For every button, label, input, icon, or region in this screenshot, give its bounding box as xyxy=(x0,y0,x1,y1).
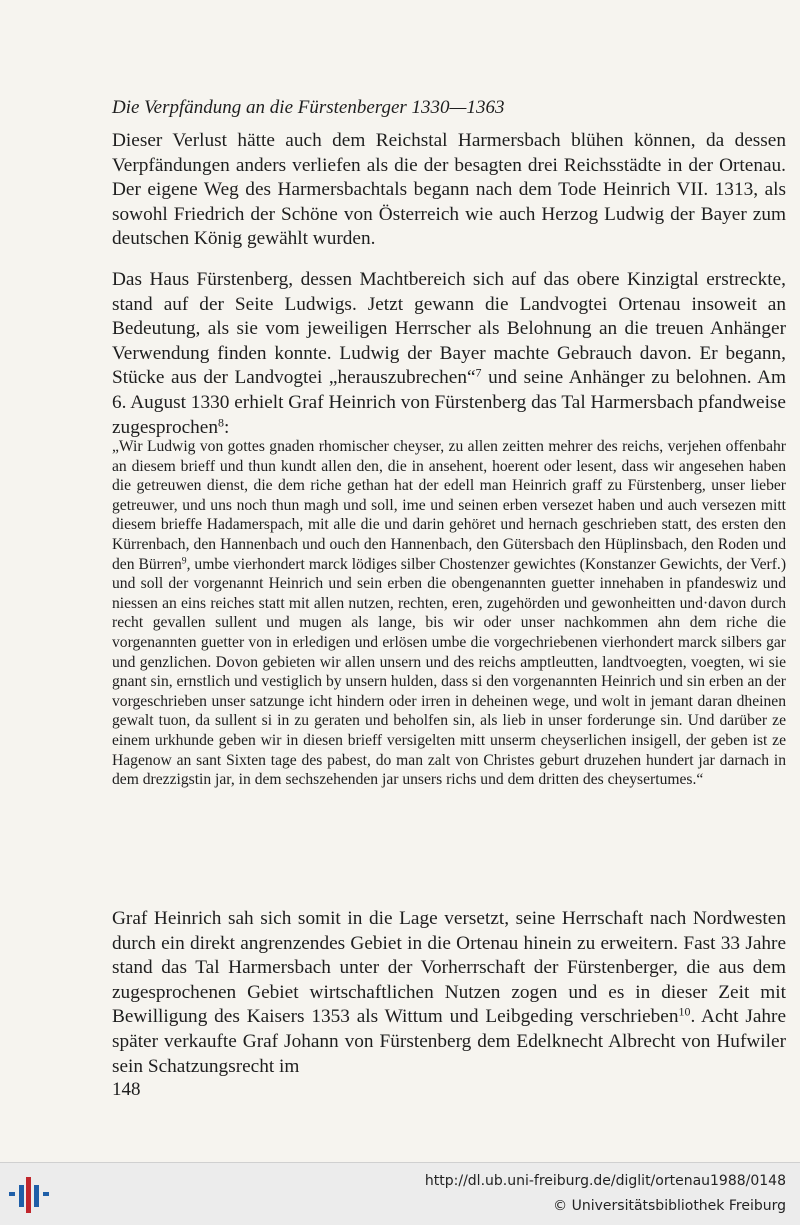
paragraph-3 xyxy=(112,907,786,1079)
paragraph-2-text-end: : xyxy=(223,416,230,438)
copyright-notice: © Universitätsbibliothek Freiburg xyxy=(553,1198,786,1214)
paragraph-3-text: Graf Heinrich sah sich somit in die Lage versetzt, seine Herrschaft nach Nordwesten durch ein direkt angrenzendes Gebiet in die Ortenau hinein zu erweitern. Fast 33 Jahre stand das Tal Harmersbach unter der Vorherrschaft der Fürstenberger, die aus dem zugesprochenen Gebiet wirtschaftlichen Nutzen zogen und es in dieser Zeit mit Bewilligung des Kaisers 1353 als Wittum und Leibgeding verschrieben xyxy=(112,908,786,1028)
paragraph-2-text: Das Haus Fürstenberg, dessen Machtbereich sich auf das obere Kinzigtal erstreckte, stand auf der Seite Ludwigs. Jetzt gewann die Landvogtei Ortenau insoweit an Bedeutung, als sie vom jeweiligen Herrscher als Belohnung an die treuen Anhänger Verwendung finden konnte. Ludwig der Bayer machte Gebrauch davon. Er begann, Stücke aus der Landvogtei „herauszubrechen“ xyxy=(112,269,786,389)
quote-text-cont: , umbe vierhondert marck lödiges silber Chostenzer gewichtes (Konstanzer Gewichts, der Verf.) und soll der vorgenannt Heinrich und sein erben die obengenannten guetter innehaben in pfandeswiz und niessen an eins reiches statt mit allen nutzen, rechten, eren, zugehörden und gewonheitten und·davon durch recht gevallen sullent und mugen als lange, bis wir oder unser nachkommen ahn dem riche die vorgenannten guetter von in erledigen und erlösen umbe die vorgechriebenen vierhondert marck silbers gar und genzlichen. Dovon gebieten wir allen unsern und des reichs amptleutten, landtvoegten, voegten, wi sie gnant sin, ernstlich und vestiglich by unsern hulden, dass si den vorgenannten Heinrich und sin erben an der vorgeschrieben unser satzunge icht hindern oder irren in deheinen wege, und wolt in jemant daran dheinen gewalt tuon, da sullent si in zu geraten und beholfen sin, als lieb in unser forderunge sin. Und darüber ze einem urkhunde geben wir in diesen brieff versigelten mitt unserm cheyserlichen insigell, der geben ist ze Hagenow an sant Sixten tage des pabest, do man zalt von Christes geburt druzehen hundert jar darnach in dem drezzigstin jar, in dem sechszehenden jar unsers richs und dem dritten des cheysertumes.“ xyxy=(112,555,787,789)
quote-text: „Wir Ludwig von gottes gnaden rhomischer cheyser, zu allen zeitten mehrer des reichs, verjehen offenbahr an diesem brieff und thun kundt allen den, die in ansehent, hoerent oder lesent, dass wir angesehen haben die getreuwen dienst, die dem riche gethan hat der edell man Heinrich graff zu Fürstenberg, unser lieber getreuwer, und uns noch thun magh und soll, ime und seinen erben versezet haben und auch versezen mitt diesem brieffe Hadamerspach, mit alle die und darin gehöret und hernach geschrieben statt, des ersten den Kürrenbach, den Hannenbach und ouch den Hannenbach, den Gütersbach den Hüplinsbach, den Roden und den Bürren xyxy=(112,438,786,573)
ub-freiburg-logo-icon[interactable] xyxy=(6,1175,52,1215)
section-heading: Die Verpfändung an die Fürstenberger 1330—1363 xyxy=(112,97,505,118)
footnote-ref-7: 7 xyxy=(475,365,482,380)
paragraph-3-text-cont: . Acht Jahre später verkaufte Graf Johann von Fürstenberg dem Edelknecht Albrecht von Hufwiler sein Schatzungsrecht im xyxy=(112,1006,787,1077)
footnote-ref-8: 8 xyxy=(218,414,224,429)
footnote-ref-9: 9 xyxy=(181,555,187,567)
quoted-charter xyxy=(112,437,786,790)
page-number: 148 xyxy=(112,1079,141,1100)
paragraph-1: Dieser Verlust hätte auch dem Reichstal Harmersbach blühen können, da dessen Verpfändungen anders verliefen als die der besagten drei Reichsstädte in der Ortenau. Der eigene Weg des Harmersbachtals begann nach dem Tode Heinrich VII. 1313, als sowohl Friedrich der Schöne von Österreich wie auch Herzog Ludwig der Bayer zum deutschen König gewählt wurden. xyxy=(112,130,786,250)
paragraph-2 xyxy=(112,268,786,440)
paragraph-2-text-cont: und seine Anhänger zu belohnen. Am 6. August 1330 erhielt Graf Heinrich von Fürstenberg das Tal Harmersbach pfandweise zugesprochen xyxy=(112,367,786,438)
footnote-ref-10: 10 xyxy=(678,1004,691,1019)
library-footer xyxy=(0,1162,800,1225)
document-url-link[interactable]: http://dl.ub.uni-freiburg.de/diglit/ortenau1988/0148 xyxy=(424,1173,786,1189)
